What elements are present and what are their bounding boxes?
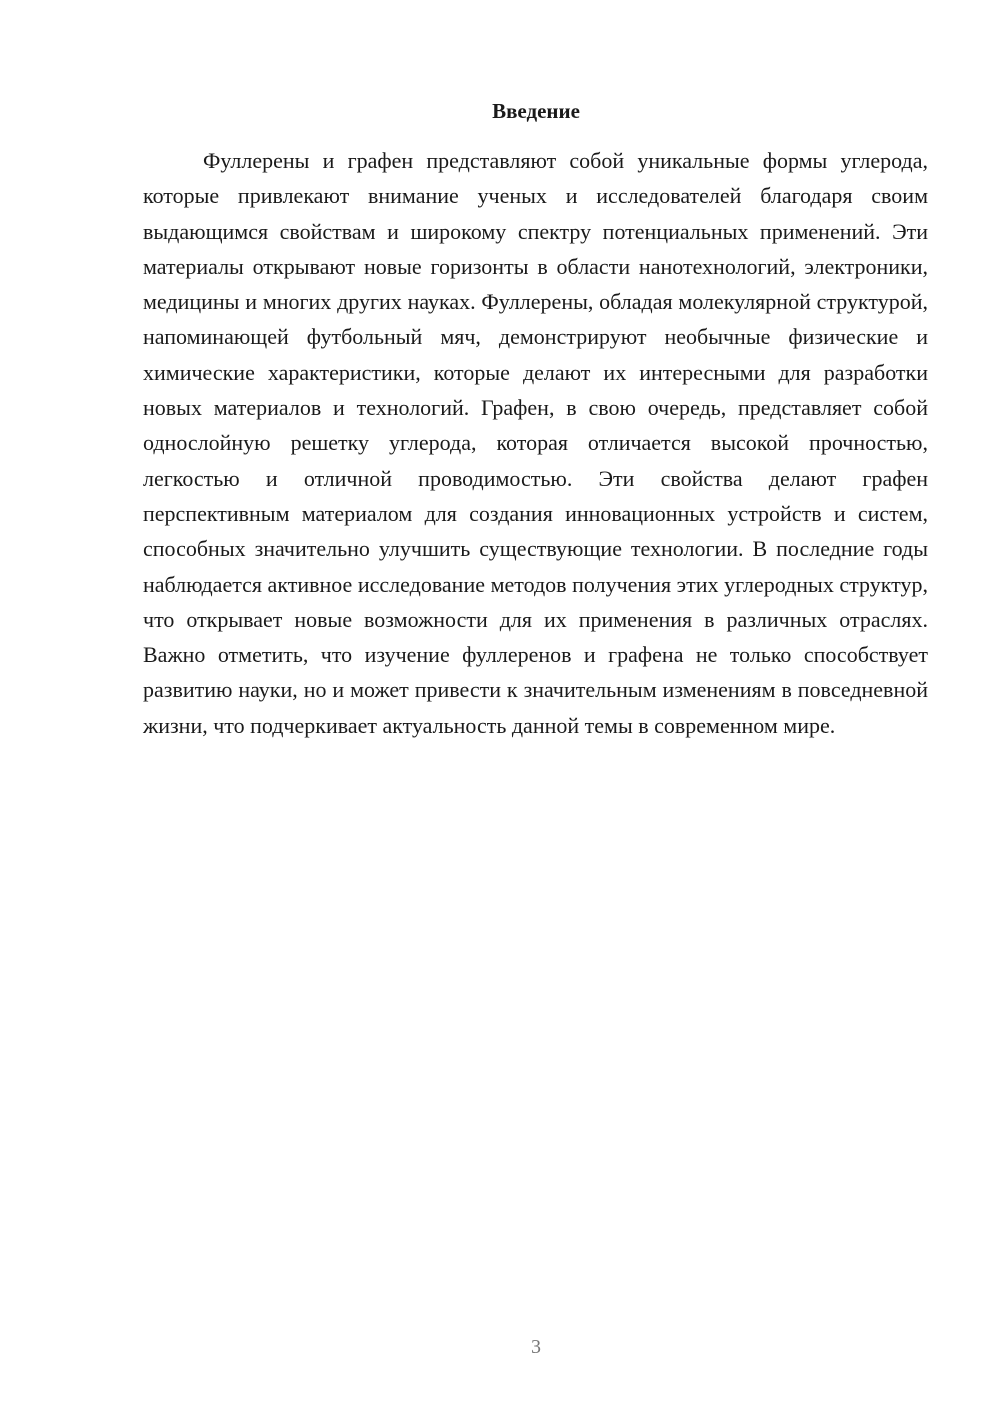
- page-number: 3: [531, 1336, 541, 1358]
- body-paragraph: Фуллерены и графен представляют собой уникальные формы углерода, которые привлекают внимание ученых и исследователей благодаря своим выдающимся свойствам и широкому спектру потенциальных применений. Эти материалы открывают новые горизонты в области нанотехнологий, электроники, медицины и многих других науках. Фуллерены, обладая молекулярной структурой, напоминающей футбольный мяч, демонстрируют необычные физические и химические характеристики, которые делают их интересными для разработки новых материалов и технологий. Графен, в свою очередь, представляет собой однослойную решетку углерода, которая отличается высокой прочностью, легкостью и отличной проводимостью. Эти свойства делают графен перспективным материалом для создания инновационных устройств и систем, способных значительно улучшить существующие технологии. В последние годы наблюдается активное исследование методов получения этих углеродных структур, что открывает новые возможности для их применения в различных отраслях. Важно отметить, что изучение фуллеренов и графена не только способствует развитию науки, но и может привести к значительным изменениям в повседневной жизни, что подчеркивает актуальность данной темы в современном мире.: [143, 148, 928, 738]
- section-heading: Введение: [492, 99, 580, 123]
